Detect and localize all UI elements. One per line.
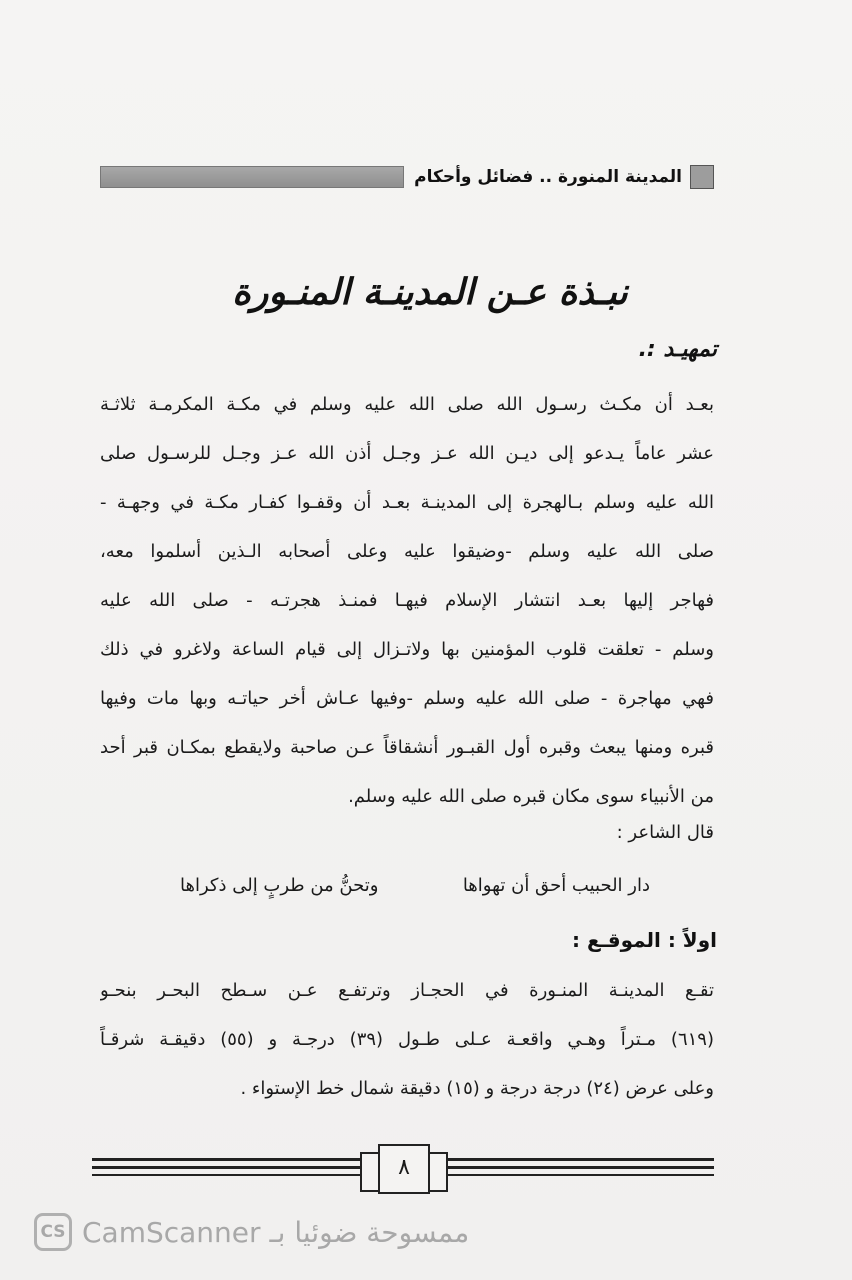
- poem-verse: [180, 875, 650, 896]
- intro-heading: تمهيـد :.: [638, 337, 717, 362]
- intro-line: عشر عاماً يـدعو إلى ديـن الله عـز وجـل أذن الله عـز وجـل للرسـول صلى: [100, 443, 714, 464]
- intro-line: الله عليه وسلم بـالهجرة إلى المدينـة بعـد أن وقفـوا كفـار مكـة في وجهـة -: [100, 492, 714, 513]
- intro-line: بعـد أن مكـث رسـول الله صلى الله عليه وسلم في مكـة المكرمـة ثلاثـة: [100, 394, 714, 415]
- header-square-ornament: [690, 165, 714, 189]
- location-heading: اولاً : الموقـع :: [572, 928, 717, 952]
- running-header-title: المدينة المنورة .. فضائل وأحكام: [414, 167, 682, 187]
- poem-hemistich-first: دار الحبيب أحق أن تهواها: [462, 875, 650, 896]
- poem-intro: قال الشاعر :: [616, 822, 714, 843]
- running-header: [100, 165, 714, 189]
- location-line: وعلى عرض (٢٤) درجة درجة و (١٥) دقيقة شمال خط الإستواء .: [240, 1078, 714, 1099]
- location-paragraph: [100, 966, 714, 1113]
- intro-paragraph: [100, 380, 714, 821]
- camscanner-logo-icon: CS: [34, 1213, 72, 1251]
- page-footer: [92, 1140, 714, 1200]
- intro-line: وسلم - تعلقت قلوب المؤمنين بها ولاتـزال إلى قيام الساعة ولاغرو في ذلك: [100, 639, 714, 660]
- intro-line: من الأنبياء سوى مكان قبره صلى الله عليه وسلم.: [348, 786, 714, 807]
- intro-line: فهاجر إليها بعـد انتشار الإسلام فيهـا فمنـذ هجرتـه - صلى الله عليه: [100, 590, 714, 611]
- poem-hemistich-second: وتحنُّ من طربٍ إلى ذكراها: [180, 875, 379, 896]
- page-number: ٨: [378, 1144, 430, 1194]
- intro-line: صلى الله عليه وسلم -وضيقوا عليه وعلى أصحابه الـذين أسلموا معه،: [100, 541, 714, 562]
- scanner-watermark: [34, 1210, 469, 1254]
- intro-line: قبره ومنها يبعث وقبره أول القبـور أنشقاقاً عـن صاحبة ولايقطع بمكـان قبر أحد: [100, 737, 714, 758]
- watermark-text: CamScanner ممسوحة ضوئيا بـ: [82, 1215, 470, 1249]
- chapter-title: نبـذة عـن المدينـة المنـورة: [232, 272, 628, 313]
- location-line: (٦١٩) مـتراً وهـي واقعـة عـلى طـول (٣٩) درجـة و (٥٥) دقيقـة شرقـاً: [100, 1029, 714, 1050]
- location-line: تقـع المدينـة المنـورة في الحجـاز وترتفـع عـن سـطح البحـر بنحـو: [100, 980, 714, 1001]
- header-gray-bar: [100, 166, 404, 188]
- intro-line: فهي مهاجرة - صلى الله عليه وسلم -وفيها عـاش أخر حياتـه وبها مات وفيها: [100, 688, 714, 709]
